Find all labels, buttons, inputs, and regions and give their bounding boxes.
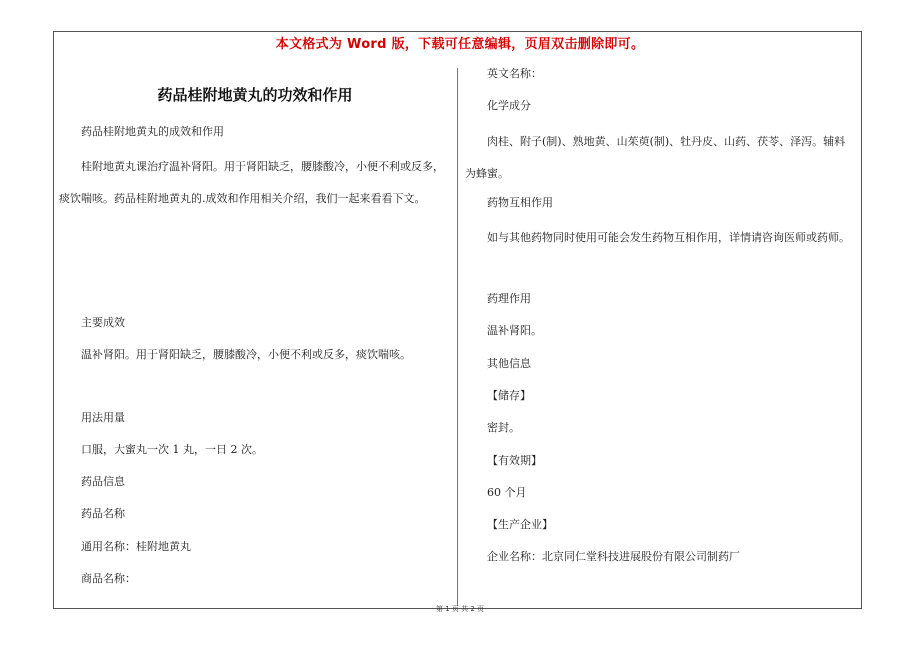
validity-heading: 【有效期】 <box>487 454 542 467</box>
document-title: 药品桂附地黄丸的功效和作用 <box>157 86 353 104</box>
intro-paragraph: 桂附地黄丸课治疗温补肾阳。用于肾阳缺乏，腰膝酸冷，小便不利或反多，痰饮喘咳。药品桂附地黄丸的.成效和作用相关介绍，我们一起来看看下文。 <box>59 160 444 205</box>
main-effect-text: 温补肾阳。用于肾阳缺乏，腰膝酸冷，小便不利或反多，痰饮喘咳。 <box>81 348 411 361</box>
header-banner: 本文格式为 Word 版，下载可任意编辑，页眉双击删除即可。 <box>275 37 645 52</box>
english-name: 英文名称： <box>487 67 542 80</box>
page-number-footer: 第 1 页 共 2 页 <box>435 605 485 613</box>
other-heading: 其他信息 <box>487 357 531 370</box>
subtitle: 药品桂附地黄丸的成效和作用 <box>81 125 224 138</box>
manufacturer-heading: 【生产企业】 <box>487 518 553 531</box>
main-effect-heading: 主要成效 <box>81 316 125 329</box>
info-heading: 药品信息 <box>81 475 125 488</box>
generic-name: 通用名称：桂附地黄丸 <box>81 540 191 553</box>
column-divider <box>457 68 458 606</box>
interaction-heading: 药物互相作用 <box>487 196 553 209</box>
composition-text: 肉桂、附子(制)、熟地黄、山茱萸(制)、牡丹皮、山药、茯苓、泽泻。辅料为蜂蜜。 <box>465 135 846 180</box>
trade-name: 商品名称： <box>81 572 136 585</box>
validity-text: 60 个月 <box>487 486 527 499</box>
pharmacology-text: 温补肾阳。 <box>487 324 542 337</box>
storage-heading: 【储存】 <box>487 389 531 402</box>
interaction-text: 如与其他药物同时使用可能会发生药物互相作用，详情请咨询医师或药师。 <box>487 231 850 244</box>
name-heading: 药品名称 <box>81 507 125 520</box>
composition-heading: 化学成分 <box>487 99 531 112</box>
storage-text: 密封。 <box>487 421 520 434</box>
manufacturer-text: 企业名称：北京同仁堂科技进展股份有限公司制药厂 <box>487 550 740 563</box>
pharmacology-heading: 药理作用 <box>487 292 531 305</box>
usage-heading: 用法用量 <box>81 411 125 424</box>
usage-text: 口服，大蜜丸一次 1 丸，一日 2 次。 <box>81 443 263 456</box>
